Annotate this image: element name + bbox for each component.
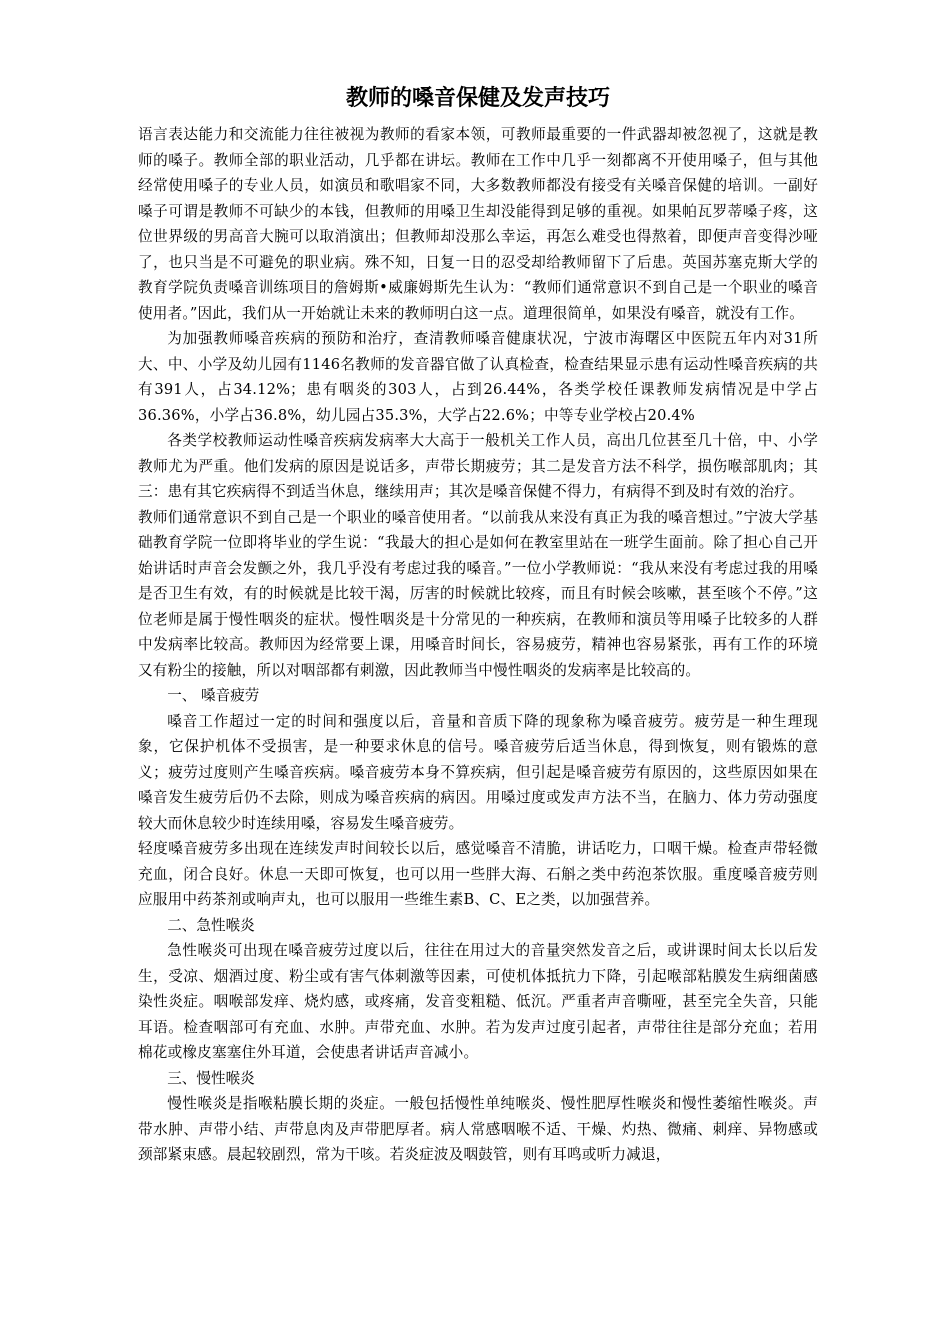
document-title: 教师的嗓音保健及发声技巧 (345, 86, 610, 111)
paragraph-chronic-laryngitis: 慢性喉炎是指喉粘膜长期的炎症。一般包括慢性单纯喉炎、慢性肥厚性喉炎和慢性萎缩性喉炎。声带水肿、声带小结、声带息肉及声带肥厚者。病人常感咽喉不适、干燥、灼热、微痛、刺痒、异物感或颈部紧束感。晨起较剧烈，常为干咳。若炎症波及咽鼓管，则有耳鸣或听力减退， (138, 1095, 818, 1163)
section-heading-acute-laryngitis: 二、急性喉炎 (167, 916, 255, 934)
paragraph-intro: 语言表达能力和交流能力往往被视为教师的看家本领，可教师最重要的一件武器却被忽视了，这就是教师的嗓子。教师全部的职业活动，几乎都在讲坛。教师在工作中几乎一刻都离不开使用嗓子，但与其他经常使用嗓子的专业人员，如演员和歌唱家不同，大多数教师都没有接受有关嗓音保健的培训。一副好嗓子可谓是教师不可缺少的本钱，但教师的用嗓卫生却没能得到足够的重视。如果帕瓦罗蒂嗓子疼，这位世界级的男高音大腕可以取消演出；但教师却没那么幸运，再怎么难受也得熬着，即便声音变得沙哑了，也只当是不可避免的职业病。殊不知，日复一日的忍受却给教师留下了后患。英国苏塞克斯大学的教育学院负责嗓音训练项目的詹姆斯•威廉姆斯先生认为：“教师们通常意识不到自己是一个职业的嗓音使用者。”因此，我们从一开始就让未来的教师明白这一点。道理很简单，如果没有嗓音，就没有工作。 (138, 126, 818, 322)
paragraph-awareness: 教师们通常意识不到自己是一个职业的嗓音使用者。“以前我从来没有真正为我的嗓音想过。”宁波大学基础教育学院一位即将毕业的学生说：“我最大的担心是如何在教室里站在一班学生面前。除了担心自己开始讲话时声音会发颤之外，我几乎没有考虑过我的嗓音。”一位小学教师说：“我从来没有考虑过我的用嗓是否卫生有效，有的时候就是比较干渴，厉害的时候就比较疼，而且有时候会咳嗽，甚至咳个不停。”这位老师是属于慢性咽炎的症状。慢性咽炎是十分常见的一种疾病，在教师和演员等用嗓子比较多的人群中发病率比较高。教师因为经常要上课，用嗓音时间长，容易疲劳，精神也容易紧张，再有工作的环境又有粉尘的接触，所以对咽部都有刺激，因此教师当中慢性咽炎的发病率是比较高的。 (138, 508, 818, 679)
paragraph-mild-fatigue: 轻度嗓音疲劳多出现在连续发声时间较长以后，感觉嗓音不清脆，讲话吃力，口咽干燥。检查声带轻微充血，闭合良好。休息一天即可恢复，也可以用一些胖大海、石斛之类中药泡茶饮服。重度嗓音疲劳则应服用中药茶剂或响声丸，也可以服用一些维生素B、C、E之类，以加强营养。 (138, 840, 818, 908)
section-heading-chronic-laryngitis: 三、慢性喉炎 (167, 1069, 255, 1087)
paragraph-survey: 为加强教师嗓音疾病的预防和治疗，查清教师嗓音健康状况，宁波市海曙区中医院五年内对31所大、中、小学及幼儿园有1146名教师的发音器官做了认真检查，检查结果显示患有运动性嗓音疾病的共有391人，占34.12%；患有咽炎的303人，占到26.44%，各类学校任课教师发病情况是中学占36.36%，小学占36.8%，幼儿园占35.3%，大学占22.6%；中等专业学校占20.4% (138, 330, 818, 424)
section-heading-voice-fatigue: 一、 嗓音疲劳 (167, 687, 260, 704)
paragraph-voice-fatigue: 嗓音工作超过一定的时间和强度以后，音量和音质下降的现象称为嗓音疲劳。疲劳是一种生理现象，它保护机体不受损害，是一种要求休息的信号。嗓音疲劳后适当休息，得到恢复，则有锻炼的意义；疲劳过度则产生嗓音疾病。嗓音疲劳本身不算疾病，但引起是嗓音疲劳有原因的，这些原因如果在嗓音发生疲劳后仍不去除，则成为嗓音疾病的病因。用嗓过度或发声方法不当，在脑力、体力劳动强度较大而休息较少时连续用嗓，容易发生嗓音疲劳。 (138, 712, 818, 832)
document-page (138, 84, 818, 1168)
paragraph-acute-laryngitis: 急性喉炎可出现在嗓音疲劳过度以后，往往在用过大的音量突然发音之后，或讲课时间太长以后发生，受凉、烟酒过度、粉尘或有害气体刺激等因素，可使机体抵抗力下降，引起喉部粘膜发生病细菌感染性炎症。咽喉部发痒、烧灼感，或疼痛，发音变粗糙、低沉。严重者声音嘶哑，甚至完全失音，只能耳语。检查咽部可有充血、水肿。声带充血、水肿。若为发声过度引起者，声带往往是部分充血；若用棉花或橡皮塞塞住外耳道，会使患者讲话声音减小。 (138, 942, 818, 1061)
paragraph-causes: 各类学校教师运动性嗓音疾病发病率大大高于一般机关工作人员，高出几位甚至几十倍，中、小学教师尤为严重。他们发病的原因是说话多，声带长期疲劳；其二是发音方法不科学，损伤喉部肌肉；其三：患有其它疾病得不到适当休息，继续用声；其次是嗓音保健不得力，有病得不到及时有效的治疗。 (138, 432, 818, 500)
